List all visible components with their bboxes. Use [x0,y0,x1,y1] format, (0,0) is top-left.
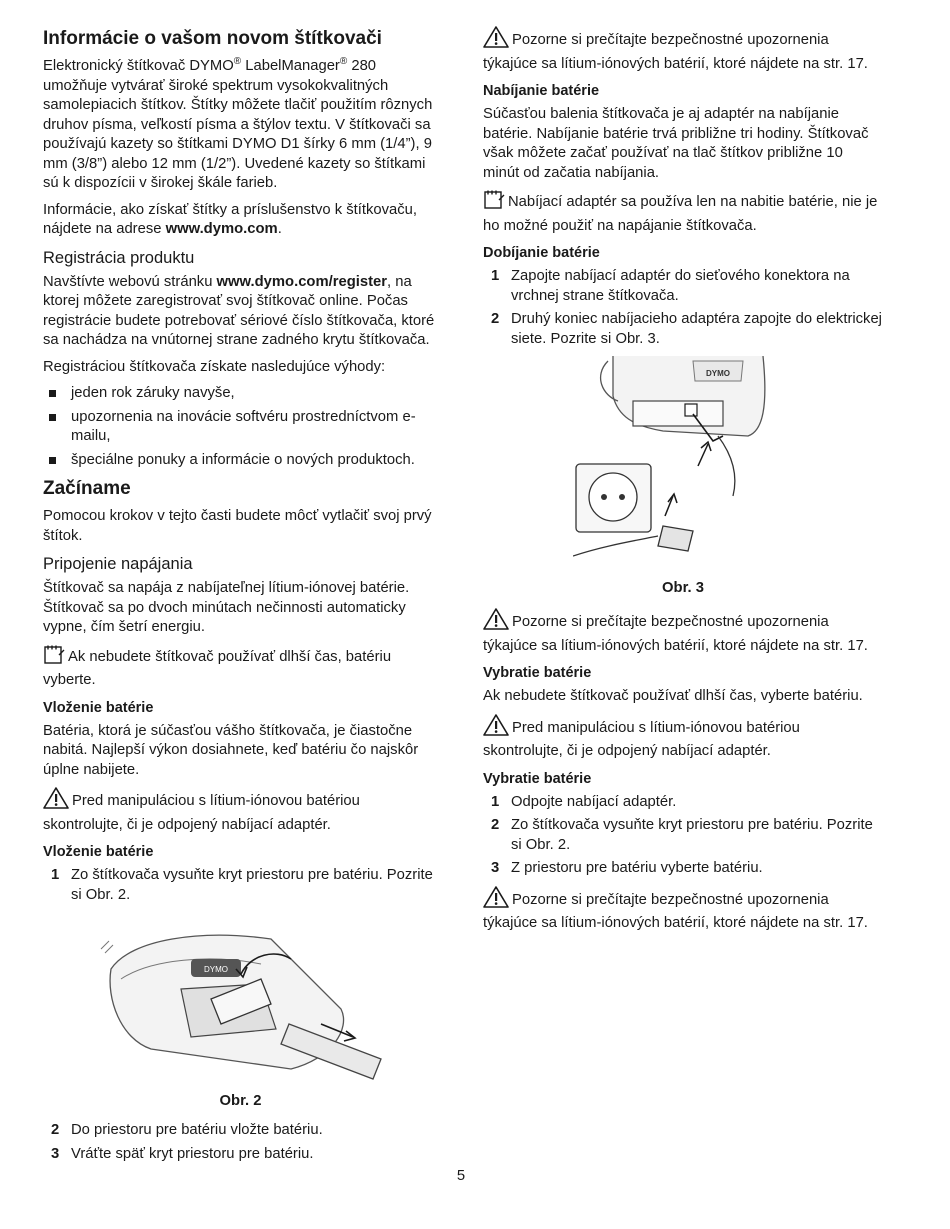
step-text: Odpojte nabíjací adaptér. [511,793,677,810]
list-item: špeciálne ponuky a informácie o nových produktoch. [43,451,438,471]
figure-2-battery-insert [91,919,391,1089]
intro-text-b: LabelManager [241,58,340,74]
list-item [483,267,883,306]
intro-paragraph [43,57,438,194]
recharge-steps-list [483,267,883,349]
list-item: jeden rok záruky navyše, [43,384,438,404]
warning-text: Pozorne si prečítajte bezpečnostné upozornenia týkajúce sa lítium-iónových batérií, ktoré nájdete na str. 17. [483,32,868,72]
charging-paragraph: Súčasťou balenia štítkovača je aj adaptér na nabíjanie batérie. Nabíjanie batérie trvá približne tri hodiny. Štítkovač však môžete začať používať na tlač štítkov približne 10 minút od začatia nabíjania. [483,106,869,181]
benefits-list [43,384,438,470]
warning-safety-2 [483,608,883,656]
warning-icon [483,886,509,915]
dymo-link[interactable]: www.dymo.com [165,221,278,237]
warning-icon [483,26,509,55]
warning-icon [483,714,509,743]
intro-text-a: Elektronický štítkovač DYMO [43,58,234,74]
info-text-end: . [277,221,282,237]
registration-text-a: Navštívte webovú stránku [43,273,217,290]
step-number: 3 [51,1145,60,1162]
list-item [43,1145,438,1165]
benefits-intro: Registráciou štítkovača získate nasledujúce výhody: [43,358,386,375]
warning-icon [483,608,509,637]
warning-adapter-2 [483,714,883,762]
heading-insert-battery: Vloženie batérie [43,699,154,716]
list-item [483,310,883,349]
register-link[interactable]: www.dymo.com/register [216,273,388,290]
list-item [43,1121,438,1141]
remove-steps-list [483,793,883,879]
heading-insert-battery-steps: Vloženie batérie [43,844,154,860]
warning-text: Pozorne si prečítajte bezpečnostné upozornenia týkajúce sa lítium-iónových batérií, ktoré nájdete na str. 17. [483,614,868,654]
warning-text: Pred manipuláciou s lítium-iónovou batériou skontrolujte, či je odpojený nabíjací adaptér. [483,719,800,759]
notepad-icon [43,645,65,672]
heading-remove-battery: Vybratie batérie [483,665,592,681]
left-column [43,26,438,1171]
list-item [483,793,883,813]
step-text: Zo štítkovača vysuňte kryt priestoru pre batériu. Pozrite si Obr. 2. [71,867,433,903]
heading-power: Pripojenie napájania [43,555,193,573]
registered-mark: ® [339,56,348,68]
insert-steps-list [43,866,438,905]
step-number: 1 [51,867,60,883]
info-text: Informácie, ako získať štítky a príslušenstvo k štítkovaču, nájdete na adrese [43,201,417,237]
getting-started-paragraph: Pomocou krokov v tejto časti budete môcť vytlačiť svoj prvý štítok. [43,508,432,544]
fig2-brand-label: DYMO [203,965,228,974]
note-text: Ak nebudete štítkovač používať dlhší čas, batériu vyberte. [43,648,392,688]
heading-remove-battery-steps: Vybratie batérie [483,770,592,787]
heading-getting-started: Začíname [43,478,131,499]
note-adapter [483,190,883,236]
step-text: Druhý koniec nabíjacieho adaptéra zapojte do elektrickej siete. Pozrite si Obr. 3. [511,311,882,347]
step-number: 2 [491,311,500,327]
step-text: Do priestoru pre batériu vložte batériu. [71,1122,323,1138]
warning-safety-1 [483,26,883,74]
step-number: 3 [491,860,500,876]
remove-paragraph: Ak nebudete štítkovač používať dlhší čas, vyberte batériu. [483,688,863,704]
step-number: 1 [491,268,500,284]
warning-text: Pozorne si prečítajte bezpečnostné upozornenia týkajúce sa lítium-iónových batérií, ktoré nájdete na str. 17. [483,891,868,931]
registration-paragraph [43,273,438,351]
insert-paragraph: Batéria, ktorá je súčasťou vášho štítkovača, je čiastočne nabitá. Najlepší výkon dosiahnete, keď batériu čo najskôr úplne nabijete. [43,722,419,778]
figure-3-caption: Obr. 3 [662,580,704,596]
fig3-brand-label: DYMO [706,369,730,378]
note-text: Nabíjací adaptér sa používa len na nabitie batérie, nie je ho možné použiť na napájanie štítkovača. [483,194,878,234]
section-title-about: Informácie o vašom novom štítkovači [43,28,382,49]
warning-text: Pred manipuláciou s lítium-iónovou batériou skontrolujte, či je odpojený nabíjací adaptér. [43,793,360,833]
heading-registration: Registrácia produktu [43,248,195,267]
warning-icon [43,787,69,816]
step-number: 2 [51,1122,60,1138]
heading-recharging: Dobíjanie batérie [483,245,600,261]
list-item: upozornenia na inovácie softvéru prostredníctvom e-mailu, [43,408,438,447]
step-text: Vráťte späť kryt priestoru pre batériu. [71,1145,314,1162]
warning-safety-3 [483,886,883,934]
list-item [483,859,883,879]
note-remove-battery [43,645,438,691]
figure-2-caption: Obr. 2 [219,1093,262,1109]
step-text: Zo štítkovača vysuňte kryt priestoru pre batériu. Pozrite si Obr. 2. [511,817,873,853]
right-column [483,26,883,941]
registered-mark: ® [233,56,242,68]
insert-steps-list-continued [43,1121,438,1164]
step-text: Z priestoru pre batériu vyberte batériu. [511,860,763,876]
list-item [483,816,883,855]
power-paragraph: Štítkovač sa napája z nabíjateľnej lítium-iónovej batérie. Štítkovač sa po dvoch minútach nečinnosti automaticky vypne, čím šetrí energiu. [43,580,410,635]
step-number: 1 [491,793,500,810]
warning-adapter [43,787,438,835]
step-text: Zapojte nabíjací adaptér do sieťového konektora na vrchnej strane štítkovača. [511,268,850,304]
registration-text-b: , na ktorej môžete zaregistrovať svoj štítkovač online. Počas registrácie budete potrebovať sériové číslo štítkovača, ktoré sa nachádza na vnútornej strane zadného krytu štítkovača. [43,273,435,348]
intro-text-c: 280 umožňuje vytvárať široké spektrum vysokokvalitných samolepiacich štítkov. Štítky môžete tlačiť použitím rôznych druhov písma, veľkostí písma a štýlov textu. V štítkovači sa používajú kazety so štítkami DYMO D1 šírky 6 mm (1/4”), 9 mm (3/8”) alebo 12 mm (1/2”). Uvedené kazety so štítkami sú k dispozícii v širokej škále farieb. [43,58,433,191]
figure-3-charger [573,356,793,576]
page-number: 5 [456,1168,466,1184]
notepad-icon [483,190,505,217]
list-item [43,866,438,905]
step-number: 2 [491,817,500,833]
info-paragraph [43,201,438,240]
heading-charging: Nabíjanie batérie [483,83,600,99]
